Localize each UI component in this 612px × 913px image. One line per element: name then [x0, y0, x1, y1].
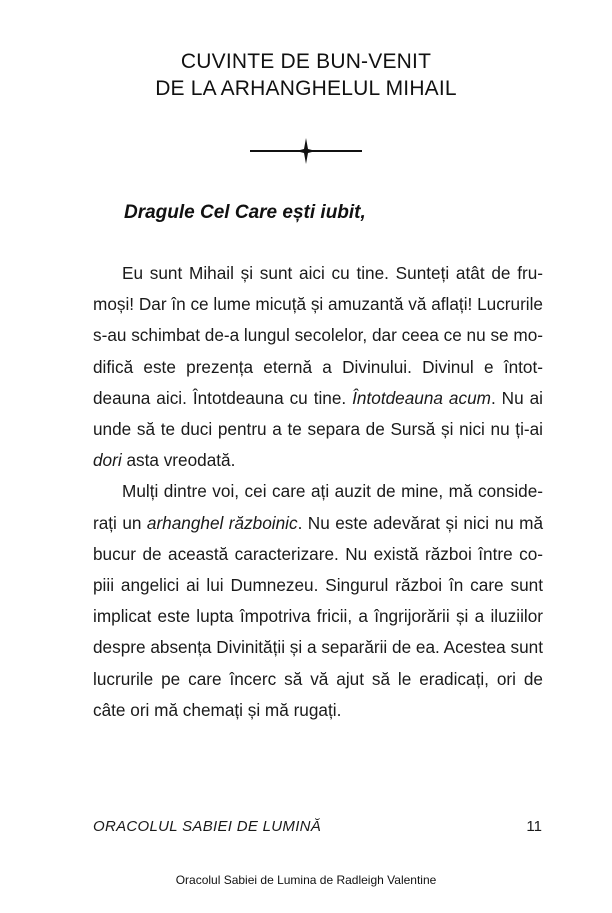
paragraph [93, 258, 543, 476]
emphasis-text: dori [93, 450, 122, 471]
chapter-title-line-1: CUVINTE DE BUN-VENIT [180, 50, 432, 73]
text-run: . Nu este adevărat și nici nu mă bucur de această caracterizare. Nu există război între copiii angelici ai lui Dumnezeu. Singurul război în care sunt implicat este lupta împotriva fricii, a îngrijorării și a iluziilor despre absența Divinității și a separării de ea. Acestea sunt lucrurile pe care încerc să vă ajut să le eradicați, ori de câte ori mă chemați și mă rugați. [93, 512, 544, 720]
letter-greeting: Dragule Cel Care ești iubit, [124, 202, 366, 223]
running-footer-title: ORACOLUL SABIEI DE LUMINĂ [93, 818, 322, 835]
star-divider-icon [248, 136, 364, 166]
chapter-title-line-2: DE LA ARHANGHELUL MIHAIL [155, 77, 457, 100]
text-run: . Nu ai unde să te duci pentru a te separa de Sursă și nici nu ți-ai [93, 387, 543, 440]
text-run: Mulți dintre voi, cei care ați auzit de mine, mă considerați un [93, 481, 543, 533]
paragraph [93, 476, 543, 726]
emphasis-text: arhanghel războinic [146, 512, 298, 533]
image-caption: Oracolul Sabiei de Lumina de Radleigh Valentine [175, 873, 437, 887]
letter-body [93, 258, 543, 726]
emphasis-text: Întotdeauna acum [352, 387, 491, 408]
chapter-title [0, 48, 612, 102]
page-number: 11 [526, 818, 542, 835]
text-run: Eu sunt Mihail și sunt aici cu tine. Sunteți atât de frumoși! Dar în ce lume micuță și amuzantă vă aflați! Lucrurile s-au schimbat de-a lungul secolelor, dar ceea ce nu se modifică este prezența eternă a Divinului. Divinul e întotdeauna aici. Întotdeauna cu tine. [93, 263, 543, 408]
text-run: asta vreodată. [121, 450, 236, 471]
